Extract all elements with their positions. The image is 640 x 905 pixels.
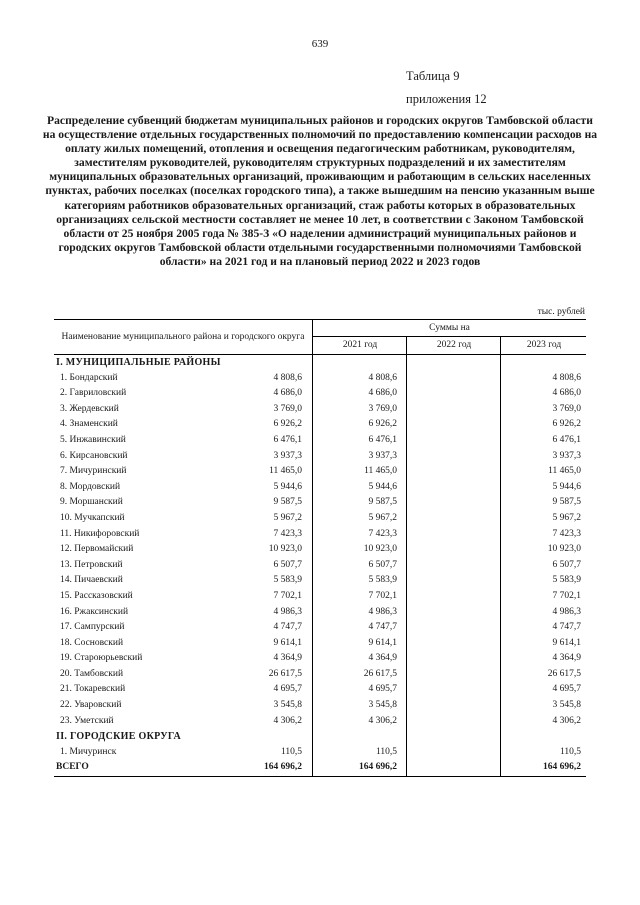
value-2022: 6 926,2 bbox=[368, 419, 397, 430]
table-row bbox=[54, 464, 586, 480]
header-sums: Суммы на bbox=[312, 320, 586, 337]
value-2021: 9 587,5 bbox=[273, 497, 302, 508]
table-row bbox=[54, 651, 586, 667]
value-2021: 6 507,7 bbox=[273, 559, 302, 570]
row-name: 6. Кирсановский bbox=[60, 450, 128, 461]
value-2023: 11 465,0 bbox=[548, 466, 581, 477]
value-2021: 4 686,0 bbox=[273, 388, 302, 399]
value-2022: 4 986,3 bbox=[368, 606, 397, 617]
table-body bbox=[54, 355, 586, 777]
value-2021: 3 769,0 bbox=[273, 403, 302, 414]
value-2023: 4 747,7 bbox=[552, 622, 581, 633]
row-name: 16. Ржаксинский bbox=[60, 606, 129, 617]
value-2021: 6 476,1 bbox=[273, 434, 302, 445]
row-name: 18. Сосновский bbox=[60, 637, 124, 648]
value-2022: 3 937,3 bbox=[368, 450, 397, 461]
row-name: 4. Знаменский bbox=[60, 419, 118, 430]
row-name: 17. Сампурский bbox=[60, 622, 125, 633]
row-name: 23. Уметский bbox=[60, 715, 114, 726]
header-year-2023: 2023 год bbox=[500, 337, 587, 354]
value-2022: 6 507,7 bbox=[368, 559, 397, 570]
table-row bbox=[54, 682, 586, 698]
value-2021: 9 614,1 bbox=[273, 637, 302, 648]
value-2021: 3 937,3 bbox=[273, 450, 302, 461]
value-2022: 4 306,2 bbox=[368, 715, 397, 726]
value-2022: 5 944,6 bbox=[368, 481, 397, 492]
table-row bbox=[54, 527, 586, 543]
row-name: 10. Мучкапский bbox=[60, 512, 125, 523]
table-row bbox=[54, 480, 586, 496]
row-name: 7. Мичуринский bbox=[60, 466, 127, 477]
value-2023: 6 507,7 bbox=[552, 559, 581, 570]
row-name: 9. Моршанский bbox=[60, 497, 123, 508]
value-2022: 110,5 bbox=[375, 746, 397, 757]
row-name: 11. Никифоровский bbox=[60, 528, 140, 539]
value-2022: 4 808,6 bbox=[368, 372, 397, 383]
value-2023: 164 696,2 bbox=[543, 762, 581, 773]
table-row bbox=[54, 698, 586, 714]
value-2023: 10 923,0 bbox=[547, 544, 581, 555]
value-2022: 4 695,7 bbox=[368, 684, 397, 695]
value-2023: 4 986,3 bbox=[552, 606, 581, 617]
total-row bbox=[54, 760, 586, 776]
value-2022: 4 747,7 bbox=[368, 622, 397, 633]
table-row bbox=[54, 573, 586, 589]
row-name: 8. Мордовский bbox=[60, 481, 121, 492]
value-2023: 9 587,5 bbox=[552, 497, 581, 508]
value-2021: 11 465,0 bbox=[269, 466, 302, 477]
value-2021: 4 986,3 bbox=[273, 606, 302, 617]
table-row bbox=[54, 745, 586, 761]
value-2023: 5 583,9 bbox=[552, 575, 581, 586]
table-row bbox=[54, 589, 586, 605]
value-2023: 110,5 bbox=[559, 746, 581, 757]
value-2023: 6 926,2 bbox=[552, 419, 581, 430]
value-2021: 4 364,9 bbox=[273, 653, 302, 664]
value-2021: 4 747,7 bbox=[273, 622, 302, 633]
section-row bbox=[54, 355, 586, 371]
page-number: 639 bbox=[311, 38, 329, 50]
value-2021: 4 808,6 bbox=[273, 372, 302, 383]
value-2021: 6 926,2 bbox=[273, 419, 302, 430]
table-row bbox=[54, 402, 586, 418]
table-row bbox=[54, 417, 586, 433]
value-2021: 7 423,3 bbox=[273, 528, 302, 539]
table-header bbox=[54, 319, 586, 355]
value-2022: 4 686,0 bbox=[368, 388, 397, 399]
value-2021: 10 923,0 bbox=[268, 544, 302, 555]
table-label: Таблица 9 bbox=[406, 69, 460, 83]
value-2021: 4 695,7 bbox=[273, 684, 302, 695]
value-2022: 3 769,0 bbox=[368, 403, 397, 414]
row-name: 5. Инжавинский bbox=[60, 434, 126, 445]
value-2022: 26 617,5 bbox=[363, 668, 397, 679]
table-row bbox=[54, 542, 586, 558]
value-2022: 7 702,1 bbox=[368, 590, 397, 601]
row-name: I. МУНИЦИПАЛЬНЫЕ РАЙОНЫ bbox=[56, 357, 221, 368]
value-2023: 5 967,2 bbox=[552, 512, 581, 523]
row-name: 19. Староюрьевский bbox=[60, 653, 143, 664]
table-row bbox=[54, 667, 586, 683]
value-2021: 5 583,9 bbox=[273, 575, 302, 586]
value-2023: 5 944,6 bbox=[552, 481, 581, 492]
value-2022: 4 364,9 bbox=[368, 653, 397, 664]
row-name: 14. Пичаевский bbox=[60, 575, 123, 586]
value-2022: 10 923,0 bbox=[363, 544, 397, 555]
value-2023: 3 769,0 bbox=[552, 403, 581, 414]
table-row bbox=[54, 449, 586, 465]
row-name: ВСЕГО bbox=[56, 762, 89, 773]
value-2021: 7 702,1 bbox=[273, 590, 302, 601]
row-name: 1. Бондарский bbox=[60, 372, 118, 383]
value-2021: 26 617,5 bbox=[268, 668, 302, 679]
value-2022: 9 587,5 bbox=[368, 497, 397, 508]
value-2023: 4 808,6 bbox=[552, 372, 581, 383]
header-year-2022: 2022 год bbox=[406, 337, 501, 354]
table-row bbox=[54, 371, 586, 387]
value-2021: 164 696,2 bbox=[264, 762, 302, 773]
value-2022: 5 967,2 bbox=[368, 512, 397, 523]
value-2023: 4 686,0 bbox=[552, 388, 581, 399]
table-row bbox=[54, 511, 586, 527]
header-name-column: Наименование муниципального района и городского округа bbox=[61, 332, 305, 342]
header-year-2021: 2021 год bbox=[312, 337, 407, 354]
table-row bbox=[54, 558, 586, 574]
value-2023: 3 545,8 bbox=[552, 700, 581, 711]
table-row bbox=[54, 620, 586, 636]
value-2022: 11 465,0 bbox=[364, 466, 397, 477]
table-row bbox=[54, 433, 586, 449]
value-2023: 3 937,3 bbox=[552, 450, 581, 461]
row-name: 1. Мичуринск bbox=[60, 746, 117, 757]
value-2022: 5 583,9 bbox=[368, 575, 397, 586]
table-row bbox=[54, 605, 586, 621]
value-2022: 9 614,1 bbox=[368, 637, 397, 648]
value-2021: 3 545,8 bbox=[273, 700, 302, 711]
value-2022: 3 545,8 bbox=[368, 700, 397, 711]
value-2022: 6 476,1 bbox=[368, 434, 397, 445]
table-row bbox=[54, 495, 586, 511]
value-2023: 9 614,1 bbox=[552, 637, 581, 648]
value-2023: 7 702,1 bbox=[552, 590, 581, 601]
table-row bbox=[54, 714, 586, 730]
value-2022: 7 423,3 bbox=[368, 528, 397, 539]
row-name: 20. Тамбовский bbox=[60, 668, 124, 679]
row-name: 2. Гавриловский bbox=[60, 388, 127, 399]
value-2023: 4 695,7 bbox=[552, 684, 581, 695]
row-name: 12. Первомайский bbox=[60, 544, 134, 555]
value-2021: 110,5 bbox=[280, 746, 302, 757]
row-name: 21. Токаревский bbox=[60, 684, 126, 695]
value-2023: 6 476,1 bbox=[552, 434, 581, 445]
subvention-table bbox=[54, 319, 586, 777]
value-2023: 4 306,2 bbox=[552, 715, 581, 726]
units-label: тыс. рублей bbox=[537, 307, 585, 317]
value-2021: 5 967,2 bbox=[273, 512, 302, 523]
table-row bbox=[54, 386, 586, 402]
row-name: 15. Рассказовский bbox=[60, 590, 133, 601]
document-title: Распределение субвенций бюджетам муниципальных районов и городских округов Тамбовской области на осуществление отдельных государственных полномочий по предоставлению компенсации расходов на оплату жилых помещений, отопления и освещения педагогическим работникам, руководителям, заместителям руководителей, руководителям структурных подразделений и их заместителям муниципальных образовательных организаций, проживающим и работающим в сельских населенных пунктах, рабочих поселках (поселках городского типа), а также вышедшим на пенсию указанным выше категориям работников образовательных организаций, стаж работы которых в образовательных организациях сельской местности составляет не менее 10 лет, в соответствии с Законом Тамбовской области от 25 ноября 2005 года № 385-З «О наделении администраций муниципальных районов и городских округов Тамбовской области отдельными государственными полномочиями Тамбовской области» на 2021 год и на плановый период 2022 и 2023 годов bbox=[42, 114, 598, 268]
value-2023: 7 423,3 bbox=[552, 528, 581, 539]
value-2021: 4 306,2 bbox=[273, 715, 302, 726]
table-row bbox=[54, 636, 586, 652]
value-2021: 5 944,6 bbox=[273, 481, 302, 492]
value-2023: 26 617,5 bbox=[547, 668, 581, 679]
annex-label: приложения 12 bbox=[406, 92, 487, 106]
value-2023: 4 364,9 bbox=[552, 653, 581, 664]
section-row bbox=[54, 729, 586, 745]
row-name: 3. Жердевский bbox=[60, 403, 119, 414]
row-name: 22. Уваровский bbox=[60, 700, 122, 711]
value-2022: 164 696,2 bbox=[359, 762, 397, 773]
row-name: 13. Петровский bbox=[60, 559, 123, 570]
row-name: II. ГОРОДСКИЕ ОКРУГА bbox=[56, 731, 182, 743]
